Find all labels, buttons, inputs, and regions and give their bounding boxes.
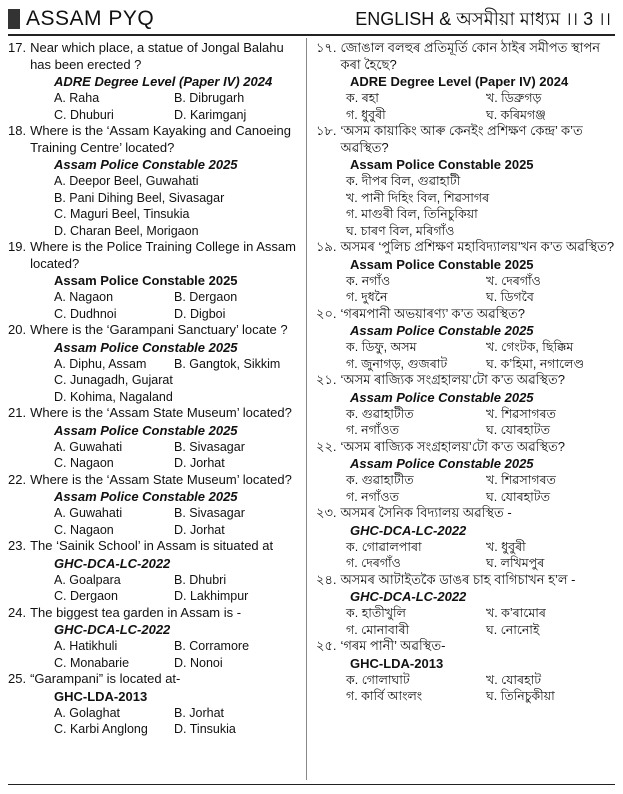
- question-block: [8, 322, 300, 405]
- options-list: [8, 705, 300, 738]
- question-number: 19.: [8, 239, 27, 254]
- question: [316, 439, 616, 456]
- exam-source: GHC-DCA-LC-2022: [350, 522, 467, 538]
- question-number: ২৪.: [316, 571, 337, 587]
- exam-source: GHC-LDA-2013: [54, 688, 148, 704]
- question-number: ১৭.: [316, 40, 337, 55]
- option: C. Nagaon: [54, 522, 114, 537]
- exam-source: GHC-LDA-2013: [350, 655, 444, 671]
- question-block: [316, 123, 616, 239]
- question-number: ২০.: [316, 305, 337, 321]
- exam-source: Assam Police Constable 2025: [54, 489, 238, 504]
- option: ঘ. লখিমপুৰ: [486, 556, 545, 570]
- option: ক. গুৱাহাটীত: [346, 406, 414, 421]
- options-list: [316, 472, 616, 505]
- option: C. Junagadh, Gujarat: [54, 373, 173, 387]
- option: খ. ডিব্ৰুগড়: [486, 91, 542, 105]
- option: C. Monabarie: [54, 655, 130, 670]
- option: খ. যোৰহাট: [486, 672, 542, 687]
- question-text: Where is the ‘Assam State Museum’ located?: [30, 405, 292, 420]
- question: [8, 123, 300, 156]
- option: B. Pani Dihing Beel, Sivasagar: [54, 190, 225, 205]
- question-number: ২১.: [316, 372, 337, 387]
- question: [316, 123, 616, 156]
- option: গ. ধুবুৰী: [346, 107, 386, 122]
- options-list: [8, 356, 300, 406]
- question: [8, 605, 300, 622]
- option: খ. ধুবুৰী: [486, 539, 526, 554]
- question-text: Where is the ‘Assam Kayaking and Canoeing Training Centre’ located?: [30, 123, 291, 155]
- exam-source: Assam Police Constable 2025: [350, 157, 534, 172]
- exam-source: ADRE Degree Level (Paper IV) 2024: [350, 74, 569, 89]
- option: ক. নগাঁও: [346, 273, 391, 288]
- option: খ. গেংটক, ছিক্কিম: [486, 340, 574, 354]
- question-number: ২৩.: [316, 505, 337, 520]
- options-list: [8, 173, 300, 239]
- assamese-column: [316, 40, 616, 705]
- question-number: 18.: [8, 123, 27, 138]
- question: [8, 671, 300, 688]
- question: [8, 472, 300, 489]
- option: গ. নগাঁওত: [346, 489, 399, 504]
- question-text: Where is the ‘Assam State Museum’ located?: [30, 471, 292, 487]
- header-bar-icon: [8, 9, 20, 29]
- exam-source: Assam Police Constable 2025: [54, 339, 238, 355]
- page-header: [8, 6, 615, 32]
- option: C. Karbi Anglong: [54, 722, 148, 736]
- question-number: 17.: [8, 40, 27, 55]
- options-list: [8, 505, 300, 538]
- question-number: ২৫.: [316, 638, 337, 653]
- option: C. Dudhnoi: [54, 306, 117, 321]
- option: B. Sivasagar: [174, 506, 245, 520]
- question-block: [316, 439, 616, 506]
- question-block: [316, 372, 616, 439]
- question-block: [8, 538, 300, 605]
- question-number: 23.: [8, 538, 27, 553]
- options-list: [8, 289, 300, 322]
- page-number: 3 ।।: [583, 9, 611, 29]
- option: A. Nagaon: [54, 290, 114, 304]
- question: [316, 239, 616, 256]
- header-medium: ENGLISH & অসমীয়া মাধ্যম ।।: [355, 9, 579, 29]
- question-text: Near which place, a statue of Jongal Balahu has been erected ?: [30, 40, 284, 72]
- option: A. Guwahati: [54, 506, 123, 520]
- column-divider: [306, 38, 307, 780]
- option: ক. গোলাঘাট: [346, 672, 410, 687]
- footer-rule: [8, 784, 615, 785]
- question-text: অসমৰ সৈনিক বিদ্যালয় অৱস্থিত -: [340, 505, 512, 520]
- option: A. Goalpara: [54, 572, 121, 587]
- options-list: [316, 273, 616, 306]
- option: D. Jorhat: [174, 456, 225, 470]
- option: ঘ. নোনোই: [486, 622, 540, 637]
- options-list: [316, 406, 616, 439]
- question-text: ‘গৰমপানী অভয়াৰণ্য’ ক’ত অৱস্থিত?: [340, 305, 526, 321]
- option: ঘ. ক’হিমা, নগালেণ্ড: [486, 356, 585, 371]
- options-list: [8, 638, 300, 671]
- exam-source: Assam Police Constable 2025: [54, 273, 238, 288]
- option: ক. গুৱাহাটীত: [346, 473, 414, 487]
- question: [316, 40, 616, 73]
- question: [316, 306, 616, 323]
- option: ঘ. যোৰহাটত: [486, 489, 550, 504]
- question-block: [8, 472, 300, 539]
- option: ক. ডিফু, অসম: [346, 340, 417, 354]
- question-text: The ‘Sainik School’ in Assam is situated at: [30, 538, 274, 553]
- option: গ. দেৰগাঁও: [346, 556, 401, 570]
- question: [8, 538, 300, 555]
- option: B. Dibrugarh: [174, 91, 245, 105]
- header-title: ASSAM PYQ: [26, 7, 155, 30]
- option: ক. ৰহা: [346, 91, 379, 105]
- exam-source: GHC-DCA-LC-2022: [54, 622, 171, 637]
- question-text: জোঙাল বলহুৰ প্ৰতিমূৰ্তি কোন ঠাইৰ সমীপত স্থাপন কৰা হৈছে?: [340, 40, 601, 72]
- option: D. Lakhimpur: [174, 589, 249, 603]
- option: ঘ. কৰিমগঞ্জ: [486, 107, 546, 122]
- header-rule: [8, 34, 615, 36]
- question: [8, 40, 300, 73]
- option: C. Dhuburi: [54, 107, 114, 122]
- option: গ. জুনাগড়, গুজৰাট: [346, 356, 448, 371]
- option: D. Charan Beel, Morigaon: [54, 223, 199, 238]
- options-list: [316, 539, 616, 572]
- option: D. Karimganj: [174, 107, 247, 122]
- exam-source: GHC-DCA-LC-2022: [54, 555, 171, 571]
- question-text: অসমৰ ‘পুলিচ প্ৰশিক্ষণ মহাবিদ্যালয়’খন ক’ত অৱস্থিত?: [340, 239, 615, 254]
- option: খ. ক’ৰামোৰ: [486, 606, 546, 620]
- question-number: 22.: [8, 471, 27, 487]
- exam-source: GHC-DCA-LC-2022: [350, 589, 467, 604]
- option: C. Maguri Beel, Tinsukia: [54, 207, 190, 221]
- exam-source: Assam Police Constable 2025: [54, 422, 238, 438]
- exam-source: Assam Police Constable 2025: [350, 456, 534, 471]
- english-column: [8, 40, 300, 738]
- question-number: 25.: [8, 671, 27, 686]
- option: ঘ. যোৰহাটত: [486, 423, 550, 437]
- question: [316, 505, 616, 522]
- option: গ. নগাঁওত: [346, 423, 399, 437]
- question-number: ১৯.: [316, 239, 337, 254]
- exam-source: Assam Police Constable 2025: [54, 157, 238, 172]
- question-block: [316, 572, 616, 639]
- question: [8, 405, 300, 422]
- question-block: [8, 405, 300, 472]
- question-text: Where is the ‘Garampani Sanctuary’ locate ?: [30, 322, 288, 337]
- question: [8, 322, 300, 339]
- options-list: [316, 90, 616, 123]
- option: A. Deepor Beel, Guwahati: [54, 174, 199, 188]
- question-text: অসমৰ আটাইতকৈ ডাঙৰ চাহ বাগিচাখন হ’ল -: [340, 571, 576, 587]
- option: গ. মোনাবাৰী: [346, 622, 410, 637]
- option: B. Gangtok, Sikkim: [174, 356, 281, 371]
- option: গ. কাৰ্বি আংলং: [346, 689, 423, 703]
- option: B. Dhubri: [174, 572, 227, 587]
- option: D. Tinsukia: [174, 722, 236, 736]
- option: খ. দেৰগাঁও: [486, 273, 541, 288]
- option: C. Nagaon: [54, 456, 114, 470]
- option: A. Hatikhuli: [54, 639, 118, 653]
- option: B. Corramore: [174, 639, 250, 653]
- option: গ. মাগুৰী বিল, তিনিচুকিয়া: [346, 207, 478, 221]
- options-list: [8, 439, 300, 472]
- options-list: [316, 339, 616, 372]
- question-text: Where is the Police Training College in Assam located?: [30, 239, 296, 271]
- option: D. Kohima, Nagaland: [54, 389, 173, 404]
- option: B. Sivasagar: [174, 439, 245, 454]
- option: খ. শিৱসাগৰত: [486, 473, 556, 487]
- question-text: “Garampani” is located at-: [30, 671, 181, 686]
- option: গ. দুধনৈ: [346, 290, 388, 304]
- option: A. Diphu, Assam: [54, 356, 147, 371]
- options-list: [316, 672, 616, 705]
- question-block: [316, 638, 616, 705]
- options-list: [8, 572, 300, 605]
- question-block: [8, 239, 300, 322]
- option: C. Dergaon: [54, 589, 118, 603]
- question-block: [316, 40, 616, 123]
- question-block: [8, 123, 300, 239]
- question-block: [8, 671, 300, 738]
- option: ঘ. তিনিচুকীয়া: [486, 689, 555, 703]
- question-block: [8, 605, 300, 672]
- exam-source: Assam Police Constable 2025: [350, 256, 534, 272]
- header-subtitle: [355, 6, 611, 32]
- question-number: 20.: [8, 322, 27, 337]
- exam-source: Assam Police Constable 2025: [350, 323, 534, 338]
- option: ঘ. চাৰণ বিল, মৰিগাঁও: [346, 223, 455, 238]
- question-block: [316, 505, 616, 572]
- question-number: 24.: [8, 604, 27, 620]
- options-list: [8, 90, 300, 123]
- question-text: ‘অসম কায়াকিং আৰু কেনইং প্ৰশিক্ষণ কেন্দ্ৰ’ ক’ত অৱস্থিত?: [340, 123, 583, 155]
- option: D. Jorhat: [174, 522, 225, 537]
- options-list: [316, 173, 616, 239]
- option: ক. গোৱালপাৰা: [346, 539, 422, 554]
- question: [8, 239, 300, 272]
- option: B. Jorhat: [174, 705, 225, 720]
- option: A. Golaghat: [54, 705, 121, 720]
- option: খ. শিৱসাগৰত: [486, 406, 556, 421]
- option: B. Dergaon: [174, 290, 238, 304]
- question: [316, 372, 616, 389]
- option: ক. হাতীখুলি: [346, 606, 406, 620]
- question: [316, 572, 616, 589]
- exam-source: ADRE Degree Level (Paper IV) 2024: [54, 74, 273, 89]
- option: ঘ. ডিগবৈ: [486, 290, 534, 304]
- question-number: 21.: [8, 405, 27, 420]
- options-list: [316, 605, 616, 638]
- question-text: The biggest tea garden in Assam is -: [30, 604, 242, 620]
- question-block: [8, 40, 300, 123]
- question-text: ‘অসম ৰাজ্যিক সংগ্ৰহালয়’টো ক’ত অৱস্থিত?: [340, 372, 565, 387]
- question-block: [316, 306, 616, 373]
- question-number: ২২.: [316, 438, 337, 454]
- option: A. Guwahati: [54, 439, 123, 454]
- question-number: ১৮.: [316, 123, 337, 138]
- option: A. Raha: [54, 91, 100, 105]
- option: D. Nonoi: [174, 655, 223, 670]
- question-block: [316, 239, 616, 306]
- question-text: ‘গৰম পানী’ অৱস্থিত-: [340, 638, 446, 653]
- option: D. Digboi: [174, 306, 226, 321]
- exam-source: Assam Police Constable 2025: [350, 389, 534, 405]
- option: খ. পানী দিহিং বিল, শিৱসাগৰ: [346, 190, 490, 205]
- option: ক. দীপৰ বিল, গুৱাহাটী: [346, 174, 461, 188]
- question-text: ‘অসম ৰাজ্যিক সংগ্ৰহালয়’টো ক’ত অৱস্থিত?: [340, 438, 566, 454]
- question: [316, 638, 616, 655]
